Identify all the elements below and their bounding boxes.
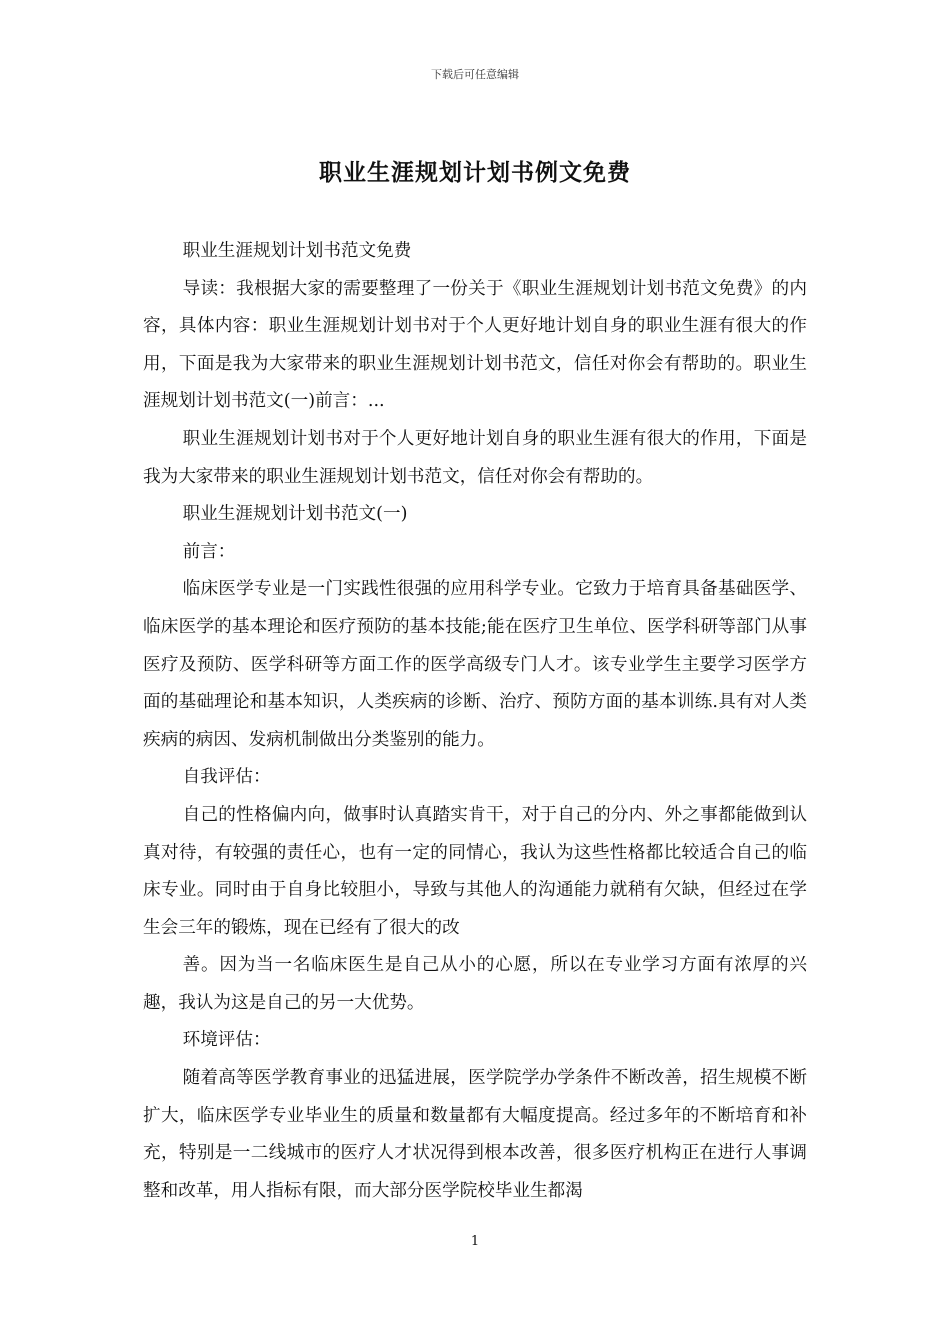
section-heading-self-assessment: 自我评估： [182,767,271,788]
section-heading-environment: 环境评估： [182,1030,271,1051]
paragraph-subtitle: 职业生涯规划计划书范文免费 [182,241,412,261]
document-title: 职业生涯规划计划书例文免费 [319,159,631,186]
paragraph-summary: 职业生涯规划计划书对于个人更好地计划自身的职业生涯有很大的作用，下面是我为大家带来的职业生涯规划计划书范文，信任对你会有帮助的。 [143,428,807,487]
paragraph-self-assessment: 自己的性格偏内向，做事时认真踏实肯干，对于自己的分内、外之事都能做到认真对待，有较强的责任心，也有一定的同情心，我认为这些性格都比较适合自己的临床专业。同时由于自身比较胆小，导致与其他人的沟通能力就稍有欠缺，但经过在学生会三年的锻炼，现在已经有了很大的改 [143,804,807,938]
section-heading-sample-one: 职业生涯规划计划书范文(一) [182,504,408,525]
section-heading-preface: 前言： [182,541,236,562]
header-note: 下载后可任意编辑 [431,68,519,81]
paragraph-preface: 临床医学专业是一门实践性很强的应用科学专业。它致力于培育具备基础医学、临床医学的基本理论和医疗预防的基本技能;能在医疗卫生单位、医学科研等部门从事医疗及预防、医学科研等方面工作的医学高级专门人才。该专业学生主要学习医学方面的基础理论和基本知识，人类疾病的诊断、治疗、预防方面的基本训练.具有对人类疾病的病因、发病机制做出分类鉴别的能力。 [143,579,807,750]
document-body [143,233,807,1210]
paragraph-self-assessment-continued: 善。因为当一名临床医生是自己从小的心愿，所以在专业学习方面有浓厚的兴趣，我认为这是自己的另一大优势。 [143,955,807,1013]
page-number: 1 [470,1234,480,1249]
paragraph-environment: 随着高等医学教育事业的迅猛进展，医学院学办学条件不断改善，招生规模不断扩大，临床医学专业毕业生的质量和数量都有大幅度提高。经过多年的不断培育和补充，特别是一二线城市的医疗人才状况得到根本改善，很多医疗机构正在进行人事调整和改革，用人指标有限，而大部分医学院校毕业生都渴 [143,1068,807,1201]
paragraph-intro: 导读：我根据大家的需要整理了一份关于《职业生涯规划计划书范文免费》的内容，具体内容：职业生涯规划计划书对于个人更好地计划自身的职业生涯有很大的作用，下面是我为大家带来的职业生涯规划计划书范文，信任对你会有帮助的。职业生涯规划计划书范文(一)前言：... [143,278,807,412]
